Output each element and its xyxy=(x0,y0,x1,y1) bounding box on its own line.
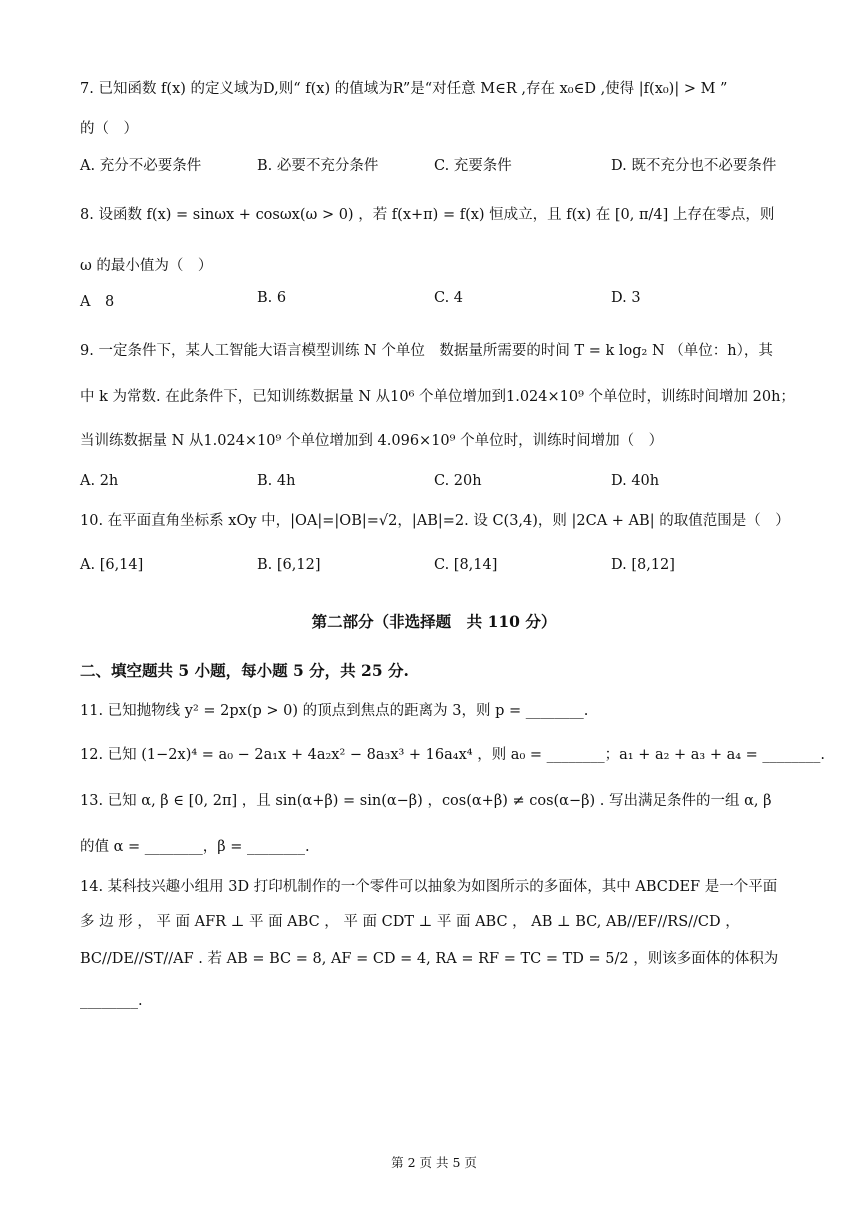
part2-title: 第二部分（非选择题 共 110 分） xyxy=(311,612,557,631)
q7-options xyxy=(80,154,820,175)
q9-line3: 当训练数据量 N 从1.024×10⁹ 个单位增加到 4.096×10⁹ 个单位时，训练时间增加（ ） xyxy=(80,433,664,449)
q9-options xyxy=(80,473,820,489)
page-footer: 第 2 页 共 5 页 xyxy=(391,1155,477,1170)
q8-option-b: B. 6 xyxy=(257,290,287,306)
q10-option-d: D. [8,12] xyxy=(611,557,675,573)
q7-option-a: A. 充分不必要条件 xyxy=(80,158,202,174)
q9-line2: 中 k 为常数. 在此条件下，已知训练数据量 N 从10⁶ 个单位增加到1.024×10⁹ 个单位时，训练时间增加 20h； xyxy=(80,389,795,405)
q8-option-c: C. 4 xyxy=(434,290,464,306)
q10-option-a: A. [6,14] xyxy=(80,557,144,573)
q14-line1: 14. 某科技兴趣小组用 3D 打印机制作的一个零件可以抽象为如图所示的多面体，其中 ABCDEF 是一个平面 xyxy=(80,879,778,895)
q9-option-b: B. 4h xyxy=(257,473,296,489)
q8-line2: ω 的最小值为（ ） xyxy=(80,258,213,274)
q8-option-d: D. 3 xyxy=(611,290,641,306)
section2-title: 二、填空题共 5 小题，每小题 5 分，共 25 分. xyxy=(80,661,409,680)
q10-line1: 10. 在平面直角坐标系 xOy 中，|OA|=|OB|=√2，|AB|=2. 设 C(3,4)，则 |2CA + AB| 的取值范围是（ ） xyxy=(80,513,790,529)
q9-line1: 9. 一定条件下，某人工智能大语言模型训练 N 个单位 数据量所需要的时间 T = k log₂ N （单位：h），其 xyxy=(80,343,773,359)
q10-option-c: C. [8,14] xyxy=(434,557,498,573)
q8-options xyxy=(80,290,820,311)
q10-options xyxy=(80,557,820,573)
q9-option-a: A. 2h xyxy=(80,473,119,489)
q8-line1: 8. 设函数 f(x) = sinωx + cosωx(ω > 0) ，若 f(x+π) = f(x) 恒成立，且 f(x) 在 [0, π/4] 上存在零点，则 xyxy=(80,207,775,223)
q7-option-b: B. 必要不充分条件 xyxy=(257,158,379,174)
q7-line2: 的（ ） xyxy=(80,121,138,137)
q11: 11. 已知抛物线 y² = 2px(p > 0) 的顶点到焦点的距离为 3，则 p = ________. xyxy=(80,703,589,719)
q7-line1: 7. 已知函数 f(x) 的定义域为D,则“ f(x) 的值域为R”是“对任意 M∈R ,存在 x₀∈D ,使得 |f(x₀)| > M ” xyxy=(80,81,728,97)
q13-line1: 13. 已知 α, β ∈ [0, 2π] ，且 sin(α+β) = sin(α−β) ，cos(α+β) ≠ cos(α−β) . 写出满足条件的一组 α, β xyxy=(80,793,772,809)
q12: 12. 已知 (1−2x)⁴ = a₀ − 2a₁x + 4a₂x² − 8a₃x³ + 16a₄x⁴ ，则 a₀ = ________；a₁ + a₂ + a₃ + a₄ = ________. xyxy=(80,747,826,763)
q14-line3: BC//DE//ST//AF . 若 AB = BC = 8, AF = CD = 4, RA = RF = TC = TD = 5/2 ，则该多面体的体积为 xyxy=(80,951,779,967)
q14-line4: ________. xyxy=(80,993,143,1009)
q7-option-c: C. 充要条件 xyxy=(434,158,512,174)
q9-option-d: D. 40h xyxy=(611,473,660,489)
q13-line2: 的值 α = ________，β = ________. xyxy=(80,839,310,855)
q7-option-d: D. 既不充分也不必要条件 xyxy=(611,158,777,174)
q14-line2: 多 边 形 ， 平 面 AFR ⊥ 平 面 ABC ， 平 面 CDT ⊥ 平 面 ABC ， AB ⊥ BC, AB//EF//RS//CD ， xyxy=(80,914,740,930)
q10-option-b: B. [6,12] xyxy=(257,557,321,573)
q9-option-c: C. 20h xyxy=(434,473,482,489)
q8-option-a: A 8 xyxy=(80,294,115,310)
